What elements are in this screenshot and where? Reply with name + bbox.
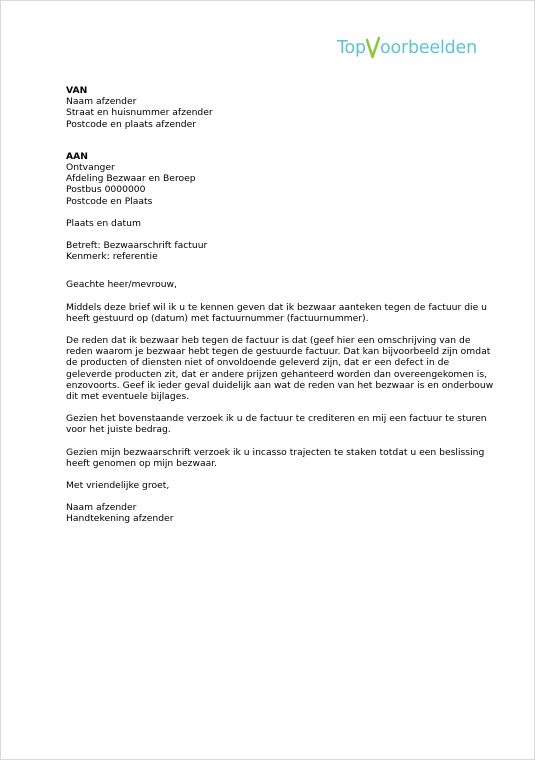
place-and-date: Plaats en datum bbox=[66, 217, 141, 229]
signature-handtekening: Handtekening afzender bbox=[66, 513, 174, 525]
subject-line: Betreft: Bezwaarschrift factuur bbox=[66, 240, 208, 252]
sender-block bbox=[66, 85, 496, 130]
recipient-postbus: Postbus 0000000 bbox=[66, 184, 146, 196]
sender-heading: VAN bbox=[66, 85, 88, 96]
recipient-department: Afdeling Bezwaar en Beroep bbox=[66, 173, 196, 185]
recipient-block bbox=[66, 151, 496, 207]
body-paragraph-1: Middels deze brief wil ik u te kennen geven dat ik bezwaar aanteken tegen de factuur die u heeft gestuurd op (datum) met factuurnummer (factuurnummer). bbox=[66, 301, 487, 324]
sender-postcode: Postcode en plaats afzender bbox=[66, 118, 197, 130]
body-paragraph-2: De reden dat ik bezwaar heb tegen de factuur is dat (geef hier een omschrijving van de reden waarom je bezwaar hebt tegen de gestuurde factuur. Dat kan bijvoorbeeld zijn omdat de producten of diensten niet of onvoldoende geleverd zijn, dat er een defect in de geleverde producten zit, dat er andere prijzen gehanteerd worden dan overeengekomen is, enzovoorts. Geef ik ieder geval duidelijk aan wat de reden van het bezwaar is en onderbouw dit met eventuele bijlages. bbox=[66, 335, 494, 403]
reference-line: Kenmerk: referentie bbox=[66, 251, 158, 263]
salutation: Geachte heer/mevrouw, bbox=[66, 279, 177, 291]
body-paragraph-3: Gezien het bovenstaande verzoek ik u de factuur te crediteren en mij een factuur te sturen voor het juiste bedrag. bbox=[66, 413, 487, 436]
closing-line: Met vriendelijke groet, bbox=[66, 480, 170, 492]
recipient-postcode: Postcode en Plaats bbox=[66, 195, 153, 207]
signature-name: Naam afzender bbox=[66, 502, 137, 514]
recipient-name: Ontvanger bbox=[66, 162, 115, 174]
recipient-heading: AAN bbox=[66, 150, 88, 162]
sender-street: Straat en huisnummer afzender bbox=[66, 107, 213, 119]
body-paragraph-4: Gezien mijn bezwaarschrift verzoek ik u incasso trajecten te staken totdat u een beslissing heeft genomen op mijn bezwaar. bbox=[66, 446, 485, 469]
letter-body bbox=[66, 85, 496, 525]
logo-text-voorbeelden: oorbeelden bbox=[379, 37, 478, 58]
logo-text-top: Top bbox=[337, 37, 366, 58]
topvoorbeelden-logo[interactable] bbox=[337, 29, 477, 57]
sender-name: Naam afzender bbox=[66, 96, 137, 108]
logo-v-checkmark-icon bbox=[366, 37, 380, 59]
